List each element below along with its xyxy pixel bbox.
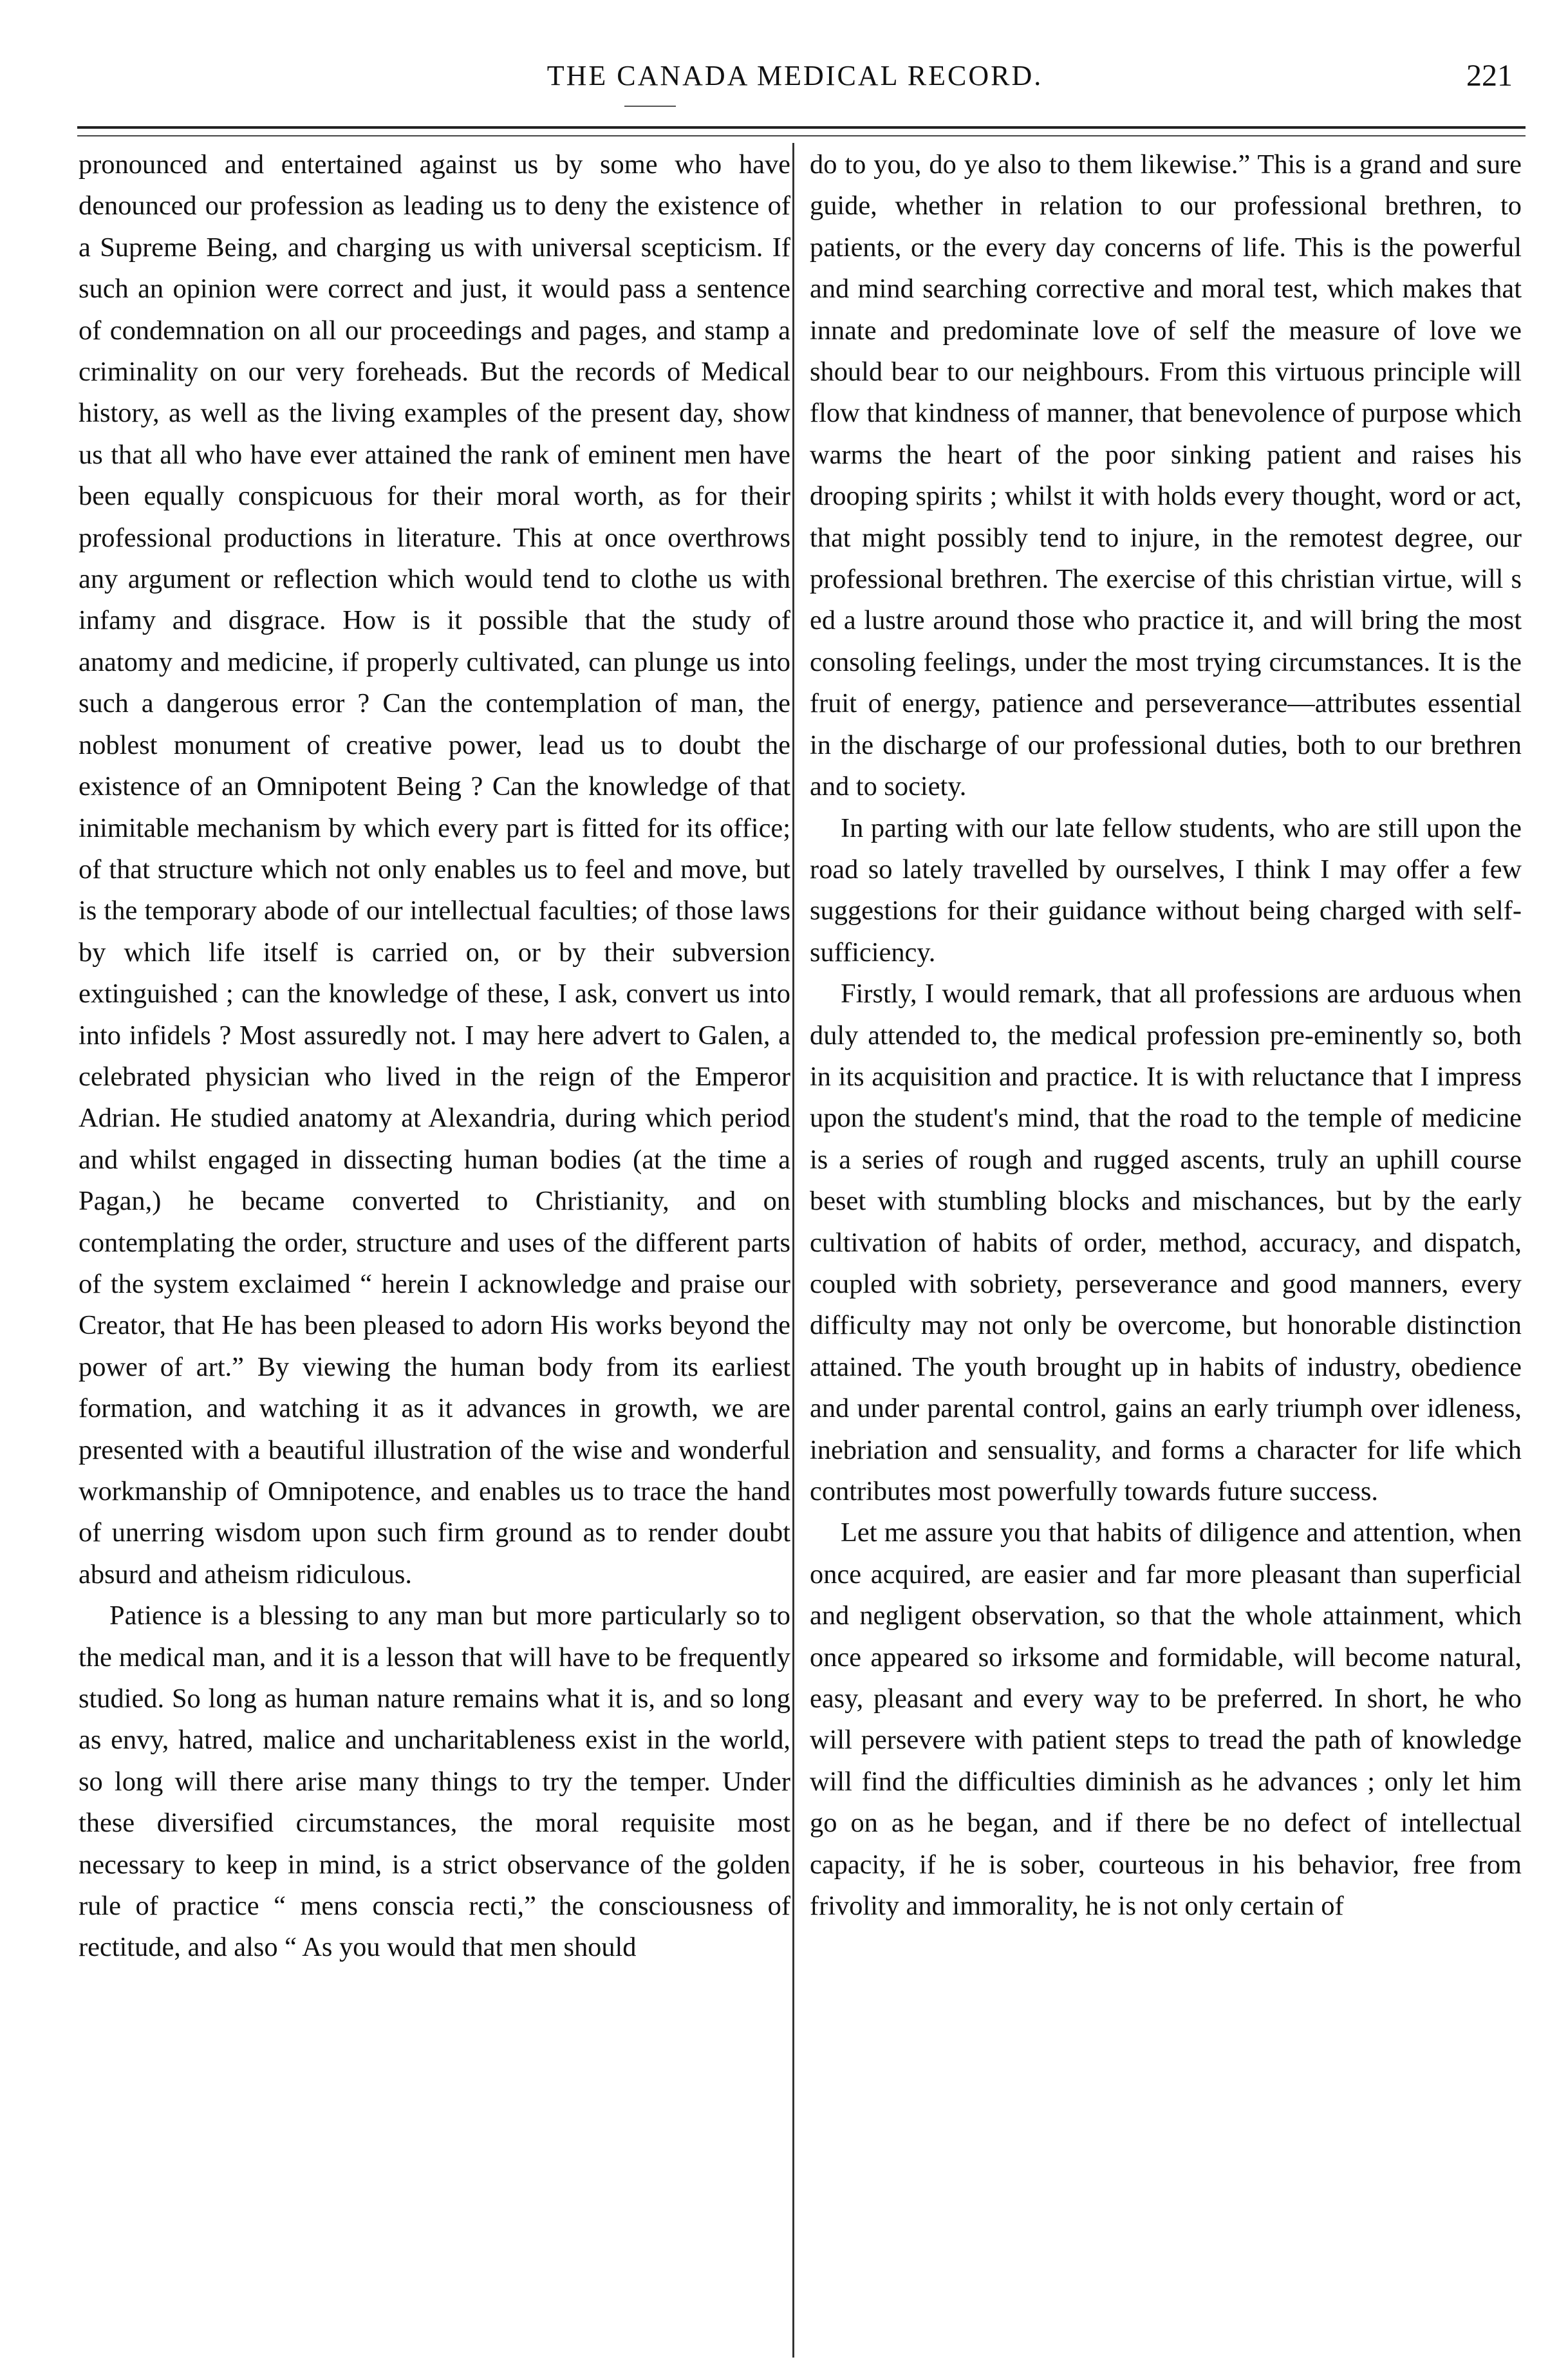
header-ornament-rule (624, 106, 676, 107)
page-number: 221 (1466, 59, 1513, 93)
right-paragraph-2: In parting with our late fellow students, who are still upon the road so lately travelled by ourselves, I think I may offer a few suggestions for their guidance without being charged with self-sufficiency. (810, 812, 1522, 968)
right-paragraph-1: do to you, do ye also to them likewise.” This is a grand and sure guide, whether in relation to our professional brethren, to patients, or the every day concerns of life. This is the powerful and mind searching corrective and moral test, which makes that innate and predominate love of self the measure of love we should bear to our neighbours. From this virtuous principle will flow that kindness of manner, that benevolence of purpose which warms the heart of the poor sinking patient and raises his drooping spirits ; whilst it with holds every thought, word or act, that might possibly tend to injure, in the remotest degree, our professional brethren. The exercise of this christian virtue, will s ed a lustre around those who practice it, and will bring the most consoling feelings, under the most trying circumstances. It is the fruit of energy, patience and perseverance—attributes essential in the discharge of our professional duties, both to our brethren and to society. (810, 149, 1522, 802)
header-rule (77, 126, 1526, 129)
left-paragraph-2: Patience is a blessing to any man but more particularly so to the medical man, and it is a lesson that will have to be frequently studied. So long as human nature remains what it is, and so long as envy, hatred, malice and uncharitableness exist in the world, so long will there arise many things to try the temper. Under these diversified circumstances, the moral requisite most necessary to keep in mind, is a strict observance of the golden rule of practice “ mens conscia recti,” the consciousness of rectitude, and also “ As you would that men should (79, 1600, 790, 1963)
right-column (810, 144, 1522, 2359)
left-column (79, 144, 790, 2359)
header-rule-thin (77, 135, 1526, 136)
running-title: THE CANADA MEDICAL RECORD. (546, 60, 1043, 91)
right-paragraph-4: Let me assure you that habits of diligence and attention, when once acquired, are easier and far more pleasant than superficial and negligent observation, so that the whole attainment, which once appeared so irksome and formidable, will become natural, easy, pleasant and every way to be preferred. In short, he who will persevere with patient steps to tread the path of knowledge will find the difficulties diminish as he advances ; only let him go on as he began, and if there be no defect of intellectual capacity, if he is sober, courteous in his behavior, free from frivolity and immorality, he is not only certain of (810, 1517, 1522, 1922)
column-divider (792, 143, 794, 2358)
right-paragraph-3: Firstly, I would remark, that all professions are arduous when duly attended to, the medical profession pre-eminently so, both in its acquisition and practice. It is with reluctance that I impress upon the student's mind, that the road to the temple of medicine is a series of rough and rugged ascents, truly an uphill course beset with stumbling blocks and mischances, but by the early cultivation of habits of order, method, accuracy, and dispatch, coupled with sobriety, perseverance and good manners, every difficulty may not only be overcome, but honorable distinction attained. The youth brought up in habits of industry, obedience and under parental control, gains an early triumph over idleness, inebriation and sensuality, and forms a character for life which contributes most powerfully towards future success. (810, 979, 1522, 1506)
page-header (64, 55, 1526, 107)
left-paragraph-1: pronounced and entertained against us by some who have denounced our profession as leading us to deny the existence of a Supreme Being, and charging us with universal scepticism. If such an opinion were correct and just, it would pass a sentence of condemnation on all our proceedings and pages, and stamp a criminality on our very foreheads. But the records of Medical history, as well as the living examples of the present day, show us that all who have ever attained the rank of eminent men have been equally conspicuous for their moral worth, as for their professional productions in literature. This at once overthrows any argument or reflection which would tend to clothe us with infamy and disgrace. How is it possible that the study of anatomy and medicine, if properly cultivated, can plunge us into such a dangerous error ? Can the contemplation of man, the noblest monument of creative power, lead us to doubt the existence of an Omnipotent Being ? Can the knowledge of that inimitable mechanism by which every part is fitted for its office; of that structure which not only enables us to feel and move, but is the temporary abode of our intellectual faculties; of those laws by which life itself is carried on, or by their subversion extinguished ; can the knowledge of these, I ask, convert us into into infidels ? Most assuredly not. I may here advert to Galen, a celebrated physician who lived in the reign of the Emperor Adrian. He studied anatomy at Alexandria, during which period and whilst engaged in dissecting human bodies (at the time a Pagan,) he became converted to Christianity, and on contemplating the order, structure and uses of the different parts of the system exclaimed “ herein I acknowledge and praise our Creator, that He has been pleased to adorn His works beyond the power of art.” By viewing the human body from its earliest formation, and watching it as it advances in growth, we are presented with a beautiful illustration of the wise and wonderful workmanship of Omnipotence, and enables us to trace the hand of unerring wisdom upon such firm ground as to render doubt absurd and atheism ridiculous. (79, 149, 790, 1590)
